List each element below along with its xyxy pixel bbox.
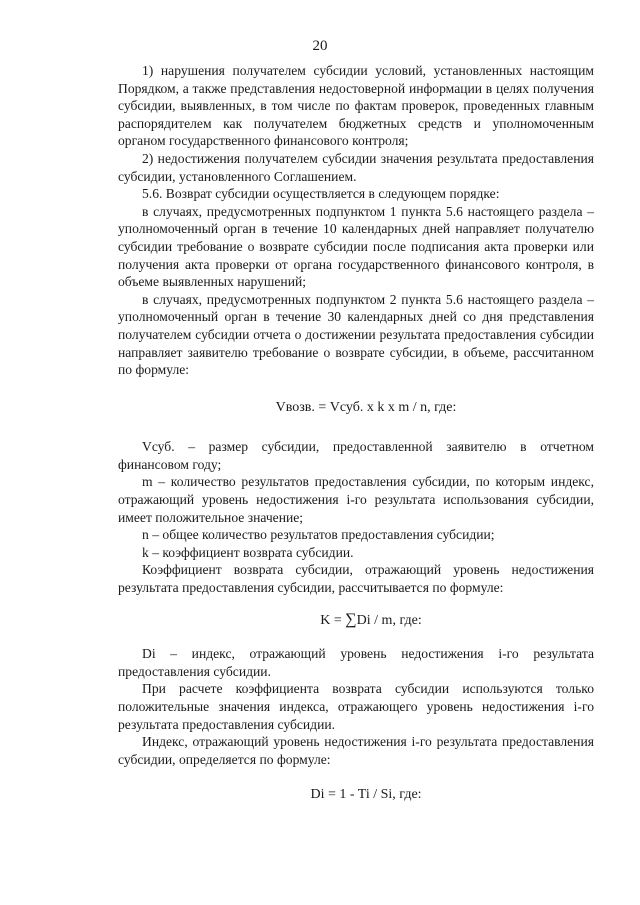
paragraph-case-subclause-1: в случаях, предусмотренных подпунктом 1 пункта 5.6 настоящего раздела – уполномоченный орган в течение 10 календарных дней направляет получателю субсидии требование о возврате субсидии после подписания акта проверки или получения акта проверки от органа государственного финансового контроля, в объеме выявленных нарушений; <box>118 203 594 290</box>
paragraph-positive-values: При расчете коэффициента возврата субсидии используются только положительные значения индекса, отражающего уровень недостижения i-го результата предоставления субсидии. <box>118 681 594 732</box>
page-number: 20 <box>312 38 328 54</box>
formula-coefficient-left: K = <box>320 612 346 628</box>
paragraph-coefficient-intro: Коэффициент возврата субсидии, отражающий уровень недостижения результата предоставления субсидии, рассчитывается по формуле: <box>118 562 594 596</box>
formula-index: Di = 1 - Ti / Si, где: <box>310 787 422 803</box>
document-body <box>118 62 594 804</box>
paragraph-def-k: k – коэффициент возврата субсидии. <box>142 544 354 560</box>
paragraph-def-n: n – общее количество результатов предоставления субсидии; <box>142 527 495 543</box>
paragraph-case-subclause-2: в случаях, предусмотренных подпунктом 2 пункта 5.6 настоящего раздела – уполномоченный орган в течение 30 календарных дней со дня представления получателем субсидии отчета о достижении результата предоставления субсидии направляет заявителю требование о возврате субсидии, в объеме, рассчитанном по формуле: <box>118 291 594 378</box>
paragraph-def-m: m – количество результатов предоставления субсидии, по которым индекс, отражающий уровень недостижения i-го результата использования субсидии, имеет положительное значение; <box>118 474 594 525</box>
formula-coefficient <box>118 611 594 630</box>
formula-coefficient-right: Di / m, где: <box>356 612 422 628</box>
paragraph-def-vsub: Vсуб. – размер субсидии, предоставленной заявителю в отчетном финансовом году; <box>118 439 594 472</box>
sum-symbol: ∑ <box>345 610 357 628</box>
paragraph-return-procedure: 5.6. Возврат субсидии осуществляется в следующем порядке: <box>142 186 500 202</box>
paragraph-result-not-achieved: 2) недостижения получателем субсидии значения результата предоставления субсидии, установленного Соглашением. <box>118 150 594 184</box>
paragraph-index-intro: Индекс, отражающий уровень недостижения i-го результата предоставления субсидии, определяется по формуле: <box>118 734 594 767</box>
formula-return-volume: Vвозв. = Vсуб. x k x m / n, где: <box>275 399 457 415</box>
paragraph-violation-conditions: 1) нарушения получателем субсидии условий, установленных настоящим Порядком, а также представления недостоверной информации в целях получения субсидии, выявленных, в том числе по фактам проверок, проведенных главным распорядителем как получателем бюджетных средств и уполномоченным органом государственного финансового контроля; <box>118 63 594 149</box>
paragraph-def-di: Di – индекс, отражающий уровень недостижения i-го результата предоставления субсидии. <box>118 646 594 679</box>
